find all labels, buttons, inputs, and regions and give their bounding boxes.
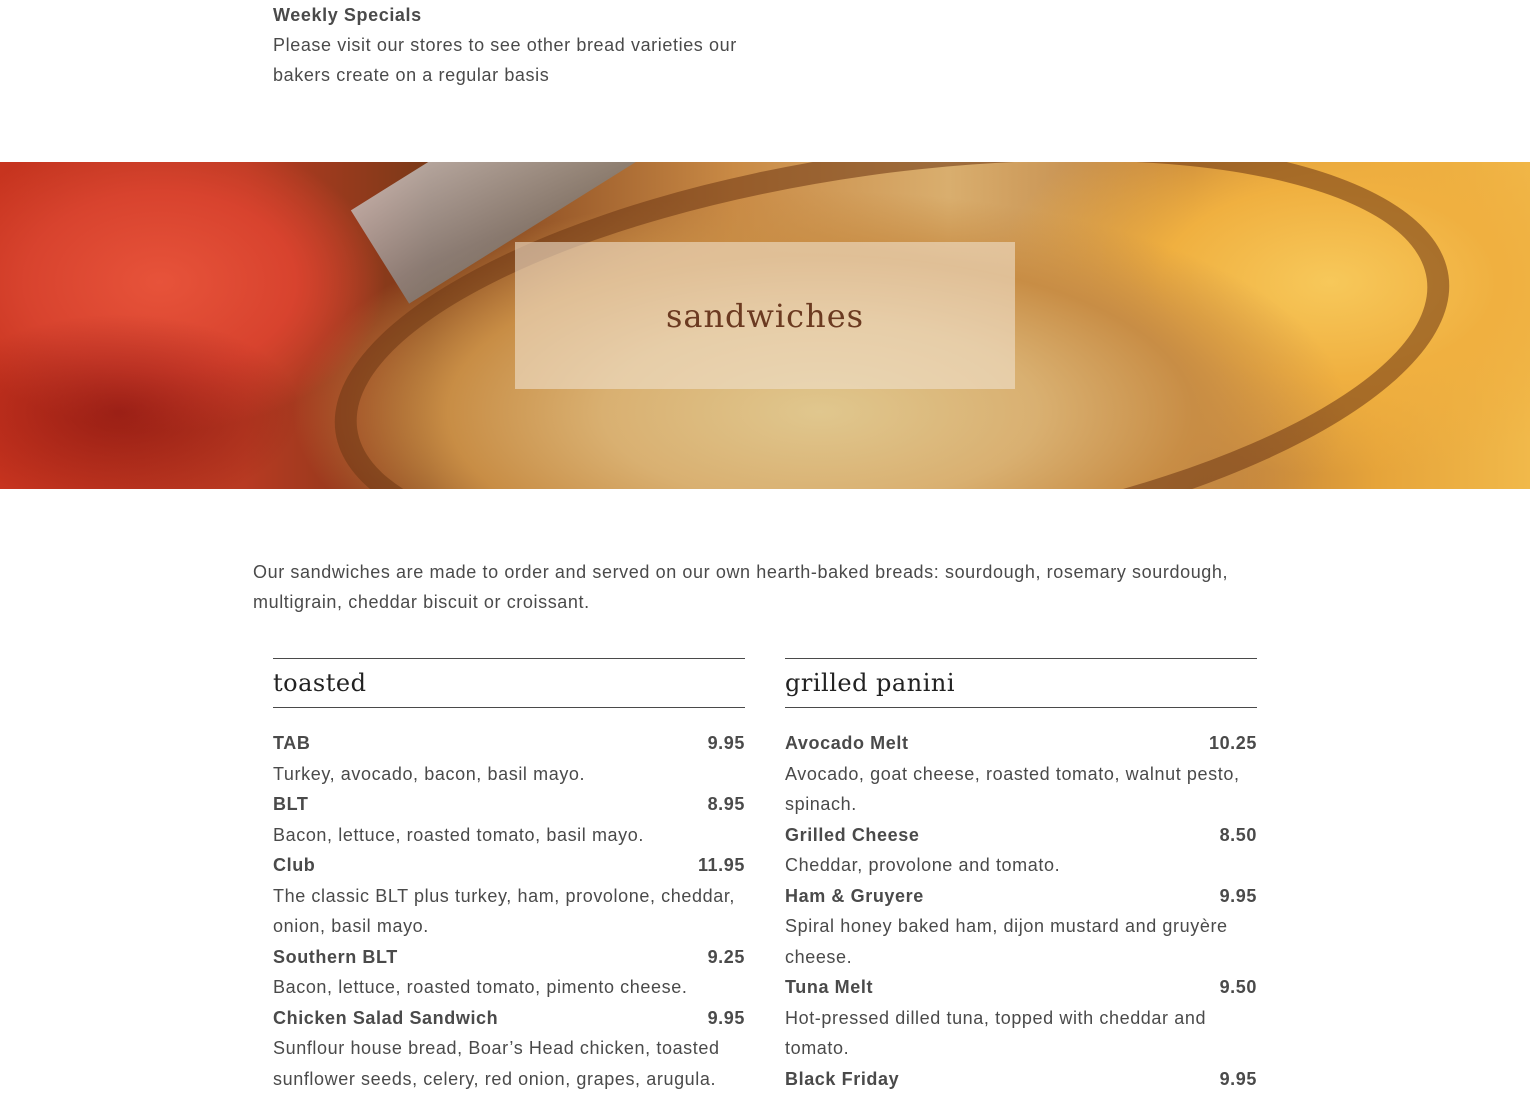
panini-title: grilled panini	[785, 669, 955, 697]
menu-item-name: Black Friday	[785, 1068, 900, 1089]
menu-item-row	[785, 972, 1257, 1003]
specials-title: Weekly Specials	[273, 5, 422, 25]
menu-item-description: The classic BLT plus turkey, ham, provolone, cheddar, onion, basil mayo.	[273, 885, 736, 936]
menu-item	[785, 1064, 1257, 1094]
menu-item-description: Bacon, lettuce, roasted tomato, pimento cheese.	[273, 977, 688, 997]
menu-item-name: Avocado Melt	[785, 733, 909, 753]
menu-item-price: 8.95	[707, 794, 745, 814]
menu-item	[273, 789, 745, 850]
menu-item-description: Hot-pressed dilled tuna, topped with cheddar and tomato.	[785, 1007, 1207, 1058]
menu-item-row	[785, 728, 1257, 759]
menu-item-name: TAB	[273, 733, 311, 753]
hero-title: sandwiches	[665, 296, 865, 335]
menu-item-name: Southern BLT	[273, 946, 398, 967]
menu-item-name: Tuna Melt	[785, 977, 874, 997]
menu-item-price: 11.95	[697, 855, 745, 875]
menu-item	[273, 850, 745, 942]
menu-item-description: Cheddar, provolone and tomato.	[785, 855, 1061, 875]
menu-item-name: BLT	[273, 794, 309, 814]
menu-item-name: Grilled Cheese	[785, 824, 920, 845]
menu-item-price: 9.95	[1219, 885, 1257, 906]
toasted-menu	[273, 658, 745, 1094]
panini-header	[785, 658, 1257, 708]
specials-text: Please visit our stores to see other bread varieties our bakers create on a regular basis	[273, 35, 737, 85]
menu-item-price: 9.25	[707, 946, 745, 967]
menu-item-row	[273, 942, 745, 973]
menu-item-description: Spiral honey baked ham, dijon mustard and gruyère cheese.	[785, 916, 1228, 967]
menu-item-row	[785, 1064, 1257, 1094]
toasted-title: toasted	[273, 669, 367, 697]
menu-item-name: Club	[273, 855, 316, 875]
toasted-items	[273, 728, 745, 1094]
menu-item-description: Turkey, avocado, bacon, basil mayo.	[273, 763, 586, 784]
menu-item-description: Avocado, goat cheese, roasted tomato, walnut pesto, spinach.	[785, 763, 1240, 814]
menu-item-name: Ham & Gruyere	[785, 885, 924, 906]
menu-item	[273, 942, 745, 1003]
menu-item-row	[273, 1003, 745, 1034]
menu-item-description: Bacon, lettuce, roasted tomato, basil mayo.	[273, 824, 644, 845]
menu-item-row	[273, 789, 745, 820]
menu-item	[785, 728, 1257, 820]
menu-item	[785, 972, 1257, 1064]
menu-item-price: 9.95	[1219, 1068, 1257, 1089]
menu-item	[273, 1003, 745, 1094]
panini-menu	[785, 658, 1257, 1094]
menu-item-price: 9.95	[707, 1007, 745, 1028]
panini-items	[785, 728, 1257, 1094]
menu-item-description: Sunflour house bread, Boar’s Head chicken, toasted sunflower seeds, celery, red onion, grapes, arugula.	[273, 1038, 720, 1089]
menu-item	[785, 881, 1257, 973]
menu-item-price: 8.50	[1219, 824, 1257, 845]
menu-item-price: 10.25	[1208, 733, 1257, 753]
menu-item	[785, 820, 1257, 881]
menu-item-row	[273, 728, 745, 759]
toasted-header	[273, 658, 745, 708]
sandwiches-intro: Our sandwiches are made to order and served on our own hearth-baked breads: sourdough, rosemary sourdough, multigrain, cheddar biscuit or croissant.	[253, 562, 1229, 612]
hero-title-box	[515, 242, 1015, 389]
menu-item-row	[785, 881, 1257, 912]
menu-item	[273, 728, 745, 789]
menu-item-row	[785, 820, 1257, 851]
menu-item-name: Chicken Salad Sandwich	[273, 1007, 499, 1028]
menu-item-price: 9.95	[707, 733, 745, 753]
sandwiches-hero-image	[0, 162, 1530, 489]
weekly-specials	[273, 0, 753, 90]
menu-item-price: 9.50	[1219, 977, 1257, 997]
menu-item-row	[273, 850, 745, 881]
